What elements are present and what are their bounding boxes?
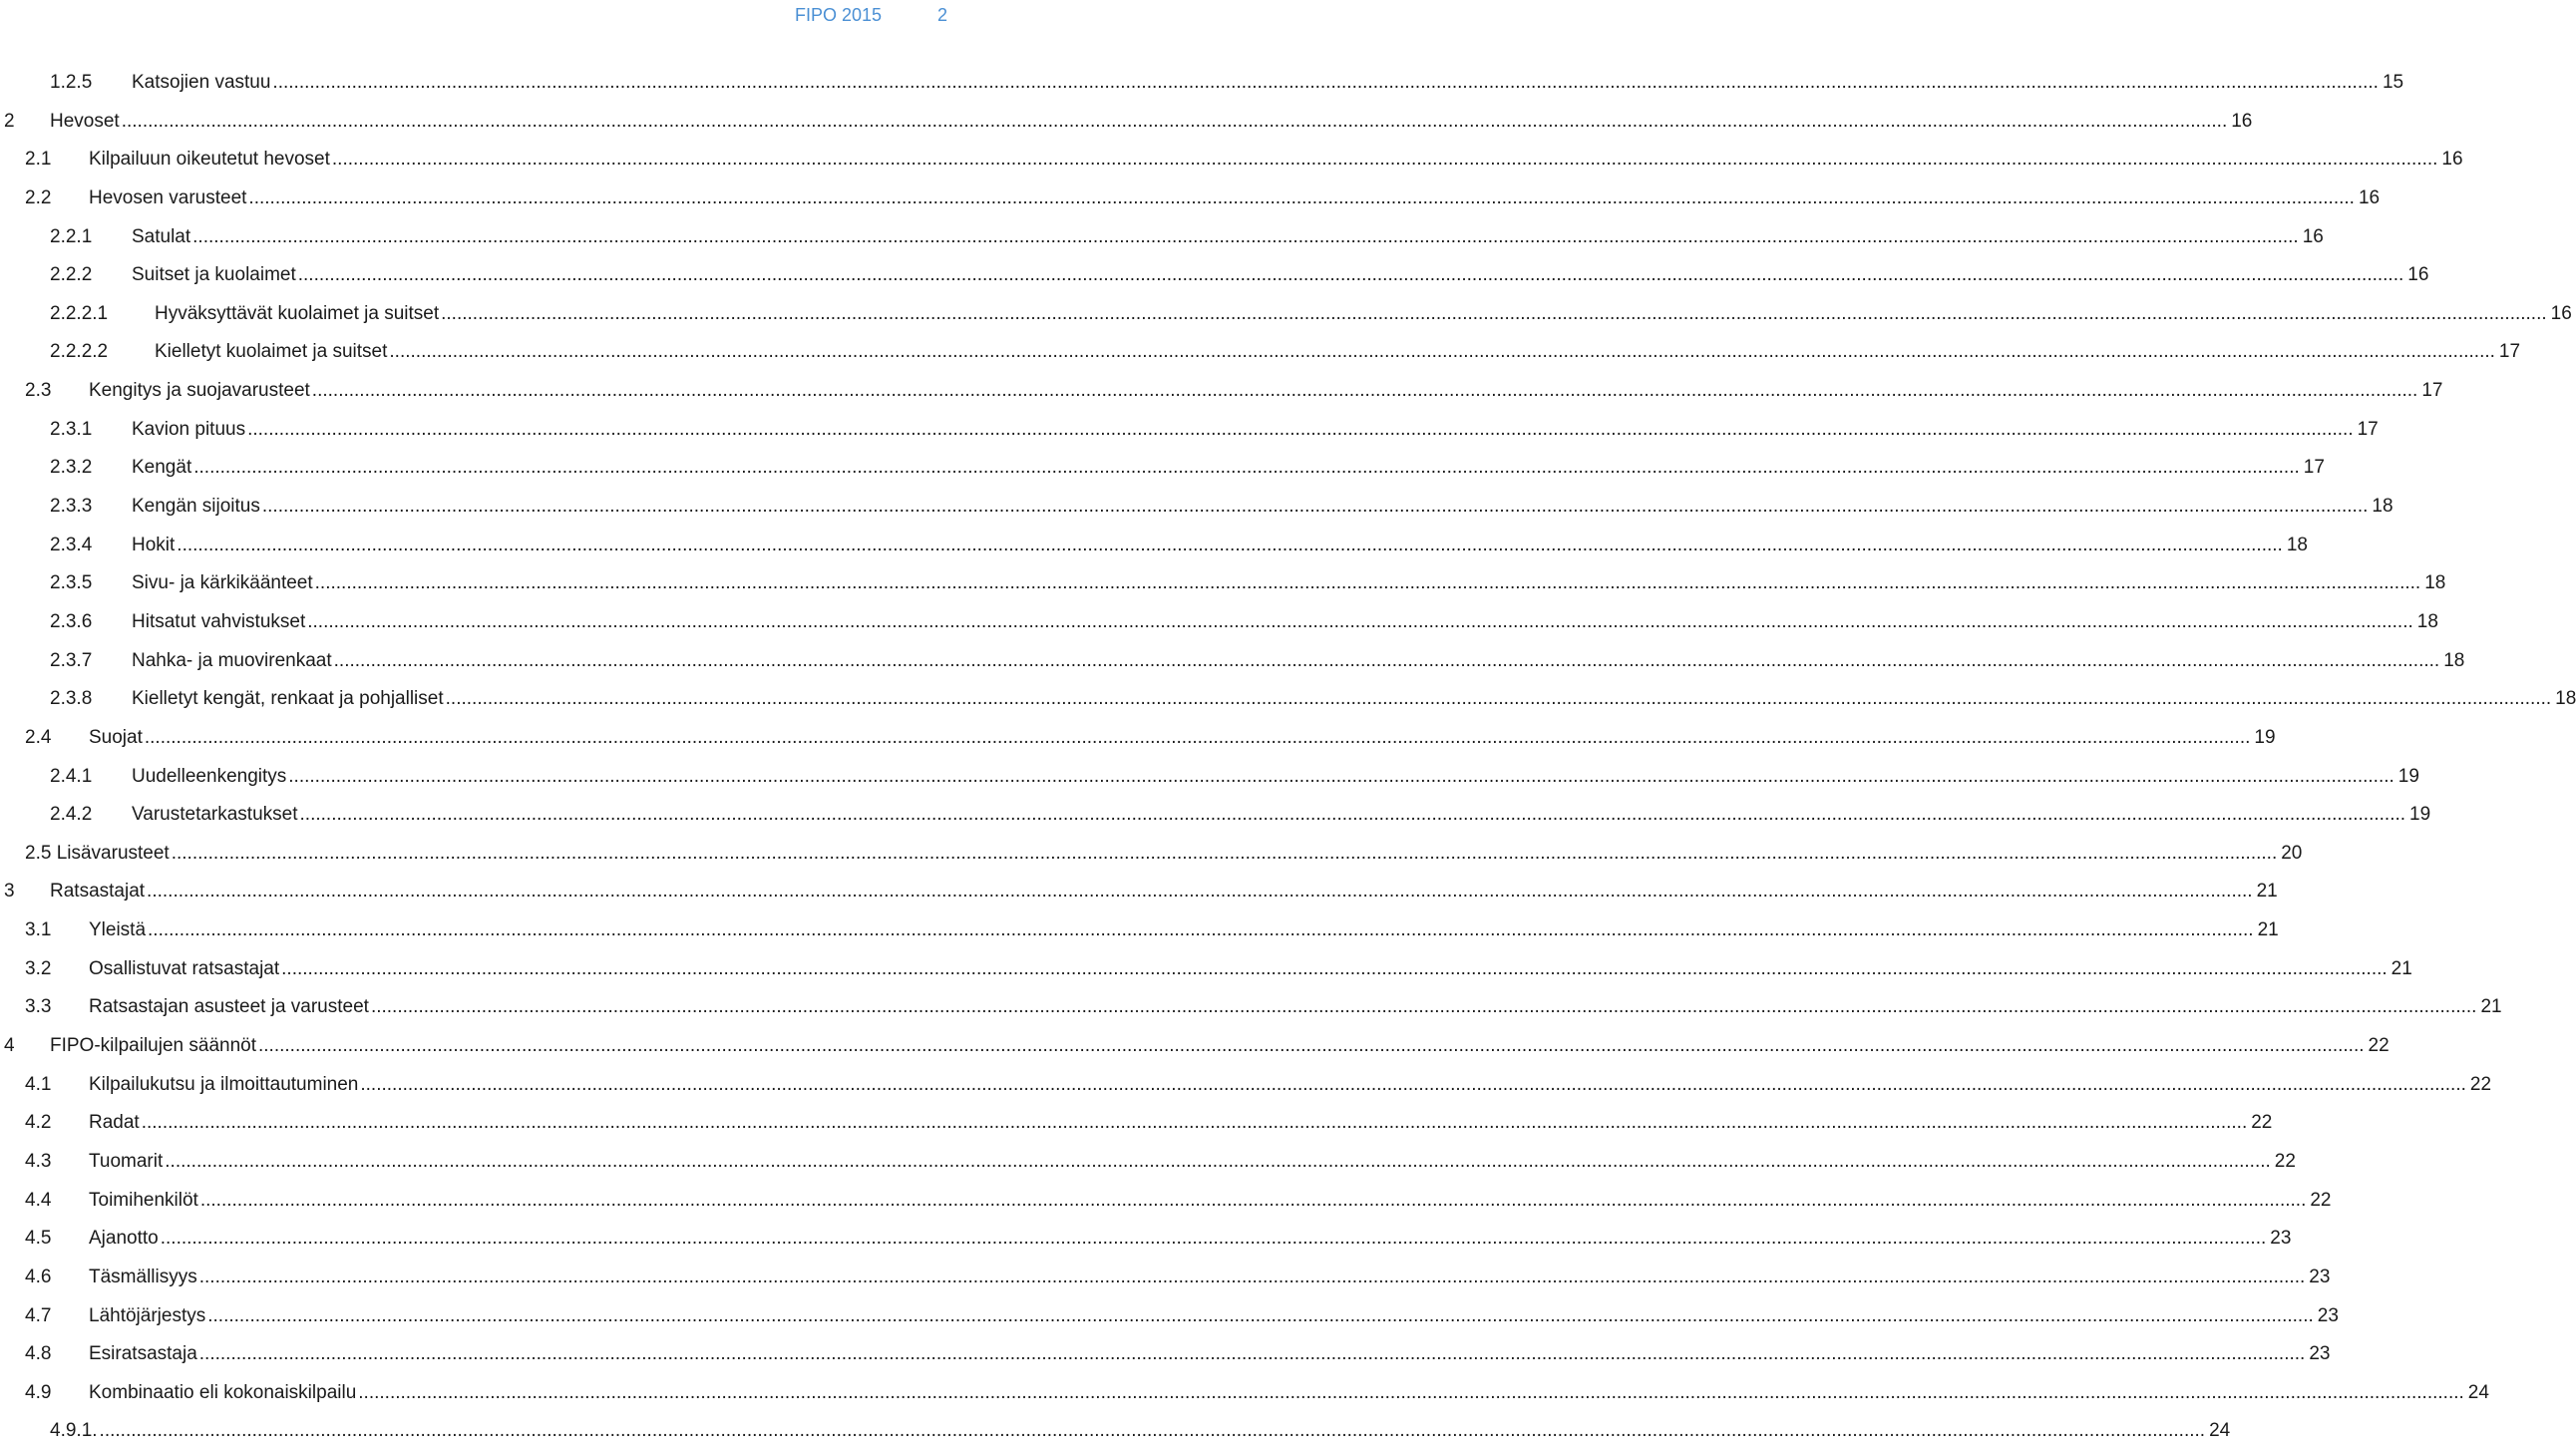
toc-entry-number: 2.3.1 — [50, 418, 93, 440]
dot-leader: ................................................................................................................................................................................................................................................................................................................................................................................................................ — [199, 1189, 2307, 1211]
dot-leader: ................................................................................................................................................................................................................................................................................................................................................................................................................ — [177, 534, 2283, 555]
toc-entry-page: 24 — [2467, 1381, 2489, 1403]
toc-entry-number: 4.1 — [25, 1073, 52, 1095]
dot-leader: ................................................................................................................................................................................................................................................................................................................................................................................................................ — [248, 186, 2355, 208]
dot-leader: ................................................................................................................................................................................................................................................................................................................................................................................................................ — [198, 1266, 2306, 1287]
toc-entry-page: 18 — [2424, 572, 2446, 594]
toc-entry-title: Hyväksyttävät kuolaimet ja suitset — [155, 302, 440, 324]
toc-entry-title: Kilpailukutsu ja ilmoittautuminen — [89, 1073, 359, 1095]
toc-entry-title: 4.9.1. — [50, 1420, 98, 1442]
toc-entry-number: 4.4 — [25, 1189, 52, 1211]
toc-entry-number: 4 — [4, 1035, 15, 1057]
dot-leader: ................................................................................................................................................................................................................................................................................................................................................................................................................ — [207, 1304, 2314, 1326]
toc-entry[interactable] — [0, 295, 2572, 334]
toc-entry-title: Varustetarkastukset — [132, 804, 298, 826]
dot-leader: ................................................................................................................................................................................................................................................................................................................................................................................................................ — [360, 1073, 2466, 1095]
toc-entry-title: Ratsastajan asusteet ja varusteet — [89, 996, 369, 1018]
toc-entry-page: 19 — [2254, 726, 2276, 748]
toc-entry-page: 21 — [2391, 957, 2412, 979]
toc-entry[interactable] — [0, 1143, 2296, 1182]
toc-entry-title: Kielletyt kengät, renkaat ja pohjalliset — [132, 688, 444, 710]
table-of-contents — [0, 64, 2576, 1451]
toc-entry-page: 23 — [2317, 1304, 2339, 1326]
toc-entry[interactable] — [0, 527, 2308, 565]
toc-entry[interactable] — [0, 911, 2279, 950]
toc-entry-title: FIPO-kilpailujen säännöt — [50, 1035, 256, 1057]
toc-entry[interactable] — [0, 1297, 2339, 1336]
toc-entry-title: Hevosen varusteet — [89, 186, 247, 208]
toc-entry[interactable] — [0, 180, 2381, 218]
toc-entry[interactable] — [0, 333, 2521, 372]
toc-entry[interactable] — [0, 64, 2404, 103]
toc-entry[interactable] — [0, 1182, 2332, 1221]
toc-entry-title: Nahka- ja muovirenkaat — [132, 649, 332, 671]
toc-entry-title: Osallistuvat ratsastajat — [89, 957, 280, 979]
dot-leader: ................................................................................................................................................................................................................................................................................................................................................................................................................ — [198, 1343, 2306, 1365]
toc-entry-number: 2.3.6 — [50, 610, 93, 632]
toc-entry-page: 24 — [2209, 1420, 2231, 1442]
toc-entry[interactable] — [0, 642, 2465, 681]
toc-entry-page: 15 — [2382, 72, 2404, 93]
toc-entry-page: 18 — [2555, 688, 2576, 710]
toc-entry-title: Sivu- ja kärkikäänteet — [132, 572, 313, 594]
toc-entry-number: 2.2.2 — [50, 264, 93, 286]
toc-entry-number: 4.9 — [25, 1381, 52, 1403]
toc-entry-page: 21 — [2256, 881, 2278, 903]
toc-entry-title: Kombinaatio eli kokonaiskilpailu — [89, 1381, 357, 1403]
toc-entry-page: 16 — [2231, 110, 2253, 132]
toc-entry-title: Suojat — [89, 726, 143, 748]
dot-leader: ................................................................................................................................................................................................................................................................................................................................................................................................................ — [160, 1228, 2267, 1250]
toc-entry[interactable] — [0, 141, 2463, 180]
toc-entry-number: 2.2.2.2 — [50, 341, 109, 363]
dot-leader: ................................................................................................................................................................................................................................................................................................................................................................................................................ — [299, 804, 2406, 826]
dot-leader: ................................................................................................................................................................................................................................................................................................................................................................................................................ — [144, 726, 2251, 748]
dot-leader: ................................................................................................................................................................................................................................................................................................................................................................................................................ — [445, 688, 2552, 710]
dot-leader: ................................................................................................................................................................................................................................................................................................................................................................................................................ — [258, 1035, 2365, 1057]
toc-entry-page: 23 — [2309, 1343, 2331, 1365]
toc-entry-page: 16 — [2441, 149, 2463, 171]
toc-entry-page: 22 — [2310, 1189, 2332, 1211]
toc-entry-page: 17 — [2357, 418, 2379, 440]
dot-leader: ................................................................................................................................................................................................................................................................................................................................................................................................................ — [333, 649, 2440, 671]
toc-entry-number: 2.3.8 — [50, 688, 93, 710]
dot-leader: ................................................................................................................................................................................................................................................................................................................................................................................................................ — [441, 302, 2547, 324]
toc-entry[interactable] — [0, 488, 2393, 527]
toc-entry[interactable] — [0, 1027, 2390, 1066]
dot-leader: ................................................................................................................................................................................................................................................................................................................................................................................................................ — [148, 919, 2254, 941]
document-title: FIPO 2015 — [795, 5, 883, 25]
dot-leader: ................................................................................................................................................................................................................................................................................................................................................................................................................ — [311, 380, 2418, 402]
dot-leader: ................................................................................................................................................................................................................................................................................................................................................................................................................ — [297, 264, 2404, 286]
toc-entry-page: 17 — [2303, 457, 2325, 479]
toc-entry-page: 21 — [2257, 919, 2279, 941]
toc-entry-page: 21 — [2480, 996, 2502, 1018]
toc-entry-title: Hitsatut vahvistukset — [132, 610, 306, 632]
toc-entry-page: 20 — [2281, 842, 2303, 864]
toc-entry-number: 2.3.5 — [50, 572, 93, 594]
toc-entry-title: Yleistä — [89, 919, 147, 941]
toc-entry-number: 2.1 — [25, 149, 52, 171]
toc-entry[interactable] — [0, 988, 2502, 1027]
toc-entry-title: Satulat — [132, 225, 191, 247]
toc-entry-title: Kengitys ja suojavarusteet — [89, 380, 310, 402]
toc-entry-page: 23 — [2309, 1266, 2331, 1287]
toc-entry-title: 2.5 Lisävarusteet — [25, 842, 170, 864]
toc-entry-title: Täsmällisyys — [89, 1266, 197, 1287]
toc-entry-page: 18 — [2372, 496, 2393, 518]
toc-entry-page: 16 — [2358, 186, 2381, 208]
toc-entry-number: 2.3.7 — [50, 649, 93, 671]
toc-entry-title: Ajanotto — [89, 1228, 159, 1250]
toc-entry-number: 4.5 — [25, 1228, 52, 1250]
toc-entry-page: 17 — [2498, 341, 2521, 363]
toc-entry-title: Suitset ja kuolaimet — [132, 264, 296, 286]
toc-entry[interactable] — [0, 564, 2446, 603]
dot-leader: ................................................................................................................................................................................................................................................................................................................................................................................................................ — [99, 1420, 2206, 1442]
toc-entry-number: 2.4.1 — [50, 765, 93, 787]
toc-entry-title: Uudelleenkengitys — [132, 765, 287, 787]
toc-entry-page: 18 — [2416, 610, 2438, 632]
toc-entry-page: 18 — [2286, 534, 2308, 555]
toc-entry[interactable] — [0, 1220, 2292, 1259]
toc-entry-page: 22 — [2251, 1112, 2273, 1134]
toc-entry-page: 19 — [2397, 765, 2419, 787]
dot-leader: ................................................................................................................................................................................................................................................................................................................................................................................................................ — [370, 996, 2477, 1018]
dot-leader: ................................................................................................................................................................................................................................................................................................................................................................................................................ — [193, 457, 2300, 479]
dot-leader: ................................................................................................................................................................................................................................................................................................................................................................................................................ — [192, 225, 2299, 247]
dot-leader: ................................................................................................................................................................................................................................................................................................................................................................................................................ — [331, 149, 2438, 171]
toc-entry-number: 2.2.1 — [50, 225, 93, 247]
toc-entry-page: 16 — [2550, 302, 2572, 324]
toc-entry[interactable] — [0, 1104, 2273, 1143]
toc-entry-title: Esiratsastaja — [89, 1343, 197, 1365]
toc-entry[interactable] — [0, 449, 2325, 488]
toc-entry-title: Hokit — [132, 534, 176, 555]
toc-entry-title: Hevoset — [50, 110, 120, 132]
dot-leader: ................................................................................................................................................................................................................................................................................................................................................................................................................ — [165, 1150, 2271, 1172]
dot-leader: ................................................................................................................................................................................................................................................................................................................................................................................................................ — [261, 496, 2369, 518]
toc-entry[interactable] — [0, 1259, 2331, 1297]
toc-entry-number: 2.3.4 — [50, 534, 93, 555]
toc-entry-number: 2.4.2 — [50, 804, 93, 826]
toc-entry[interactable] — [0, 103, 2253, 142]
toc-entry-page: 16 — [2407, 264, 2429, 286]
toc-entry-number: 4.2 — [25, 1112, 52, 1134]
toc-entry-number: 3.3 — [25, 996, 52, 1018]
toc-entry[interactable] — [0, 835, 2303, 874]
toc-entry[interactable] — [0, 873, 2278, 911]
toc-entry[interactable] — [0, 603, 2438, 642]
toc-entry[interactable] — [0, 1066, 2492, 1105]
dot-leader: ................................................................................................................................................................................................................................................................................................................................................................................................................ — [272, 72, 2379, 93]
dot-leader: ................................................................................................................................................................................................................................................................................................................................................................................................................ — [314, 572, 2421, 594]
toc-entry[interactable] — [0, 758, 2419, 797]
toc-entry-title: Kavion pituus — [132, 418, 246, 440]
toc-entry-title: Katsojien vastuu — [132, 72, 271, 93]
toc-entry-page: 22 — [2368, 1035, 2390, 1057]
toc-entry-page: 22 — [2274, 1150, 2296, 1172]
toc-entry-page: 23 — [2270, 1228, 2292, 1250]
toc-entry-title: Kilpailuun oikeutetut hevoset — [89, 149, 330, 171]
dot-leader: ................................................................................................................................................................................................................................................................................................................................................................................................................ — [141, 1112, 2248, 1134]
toc-entry-number: 2.3.2 — [50, 457, 93, 479]
toc-entry-number: 4.8 — [25, 1343, 52, 1365]
toc-entry[interactable] — [0, 1335, 2331, 1374]
toc-entry[interactable] — [0, 218, 2324, 257]
toc-entry-number: 4.7 — [25, 1304, 52, 1326]
toc-entry-title: Toimihenkilöt — [89, 1189, 198, 1211]
dot-leader: ................................................................................................................................................................................................................................................................................................................................................................................................................ — [307, 610, 2413, 632]
toc-entry-number: 2.3 — [25, 380, 52, 402]
toc-entry[interactable] — [0, 411, 2379, 450]
page-number: 2 — [937, 5, 948, 25]
toc-entry-page: 19 — [2409, 804, 2431, 826]
toc-entry-number: 4.3 — [25, 1150, 52, 1172]
toc-entry-title: Lähtöjärjestys — [89, 1304, 206, 1326]
toc-entry-title: Kengät — [132, 457, 192, 479]
toc-entry-page: 16 — [2302, 225, 2324, 247]
toc-entry[interactable] — [0, 1374, 2489, 1413]
dot-leader: ................................................................................................................................................................................................................................................................................................................................................................................................................ — [281, 957, 2388, 979]
dot-leader: ................................................................................................................................................................................................................................................................................................................................................................................................................ — [171, 842, 2278, 864]
dot-leader: ................................................................................................................................................................................................................................................................................................................................................................................................................ — [247, 418, 2354, 440]
toc-entry-number: 2.2 — [25, 186, 52, 208]
toc-entry-number: 2.3.3 — [50, 496, 93, 518]
toc-entry-number: 1.2.5 — [50, 72, 93, 93]
toc-entry-page: 22 — [2469, 1073, 2492, 1095]
dot-leader: ................................................................................................................................................................................................................................................................................................................................................................................................................ — [147, 881, 2253, 903]
toc-entry-page: 17 — [2421, 380, 2443, 402]
dot-leader: ................................................................................................................................................................................................................................................................................................................................................................................................................ — [389, 341, 2495, 363]
dot-leader: ................................................................................................................................................................................................................................................................................................................................................................................................................ — [121, 110, 2228, 132]
toc-entry-title: Ratsastajat — [50, 881, 146, 903]
toc-entry-title: Kengän sijoitus — [132, 496, 260, 518]
toc-entry-title: Radat — [89, 1112, 140, 1134]
toc-entry-number: 2.2.2.1 — [50, 302, 109, 324]
toc-entry-number: 3 — [4, 881, 15, 903]
toc-entry[interactable] — [0, 719, 2276, 758]
toc-entry-title: Tuomarit — [89, 1150, 164, 1172]
toc-entry-number: 3.1 — [25, 919, 52, 941]
dot-leader: ................................................................................................................................................................................................................................................................................................................................................................................................................ — [358, 1381, 2464, 1403]
toc-entry-number: 3.2 — [25, 957, 52, 979]
toc-entry-number: 2 — [4, 110, 15, 132]
toc-entry[interactable] — [0, 796, 2431, 835]
page-header — [0, 4, 957, 30]
dot-leader: ................................................................................................................................................................................................................................................................................................................................................................................................................ — [288, 765, 2394, 787]
toc-entry-page: 18 — [2443, 649, 2465, 671]
toc-entry[interactable] — [0, 680, 2576, 719]
toc-entry[interactable] — [0, 1412, 2231, 1451]
toc-entry-number: 2.4 — [25, 726, 52, 748]
toc-entry-title: Kielletyt kuolaimet ja suitset — [155, 341, 388, 363]
toc-entry-number: 4.6 — [25, 1266, 52, 1287]
toc-entry[interactable] — [0, 372, 2443, 411]
toc-entry[interactable] — [0, 950, 2412, 989]
toc-entry[interactable] — [0, 256, 2429, 295]
